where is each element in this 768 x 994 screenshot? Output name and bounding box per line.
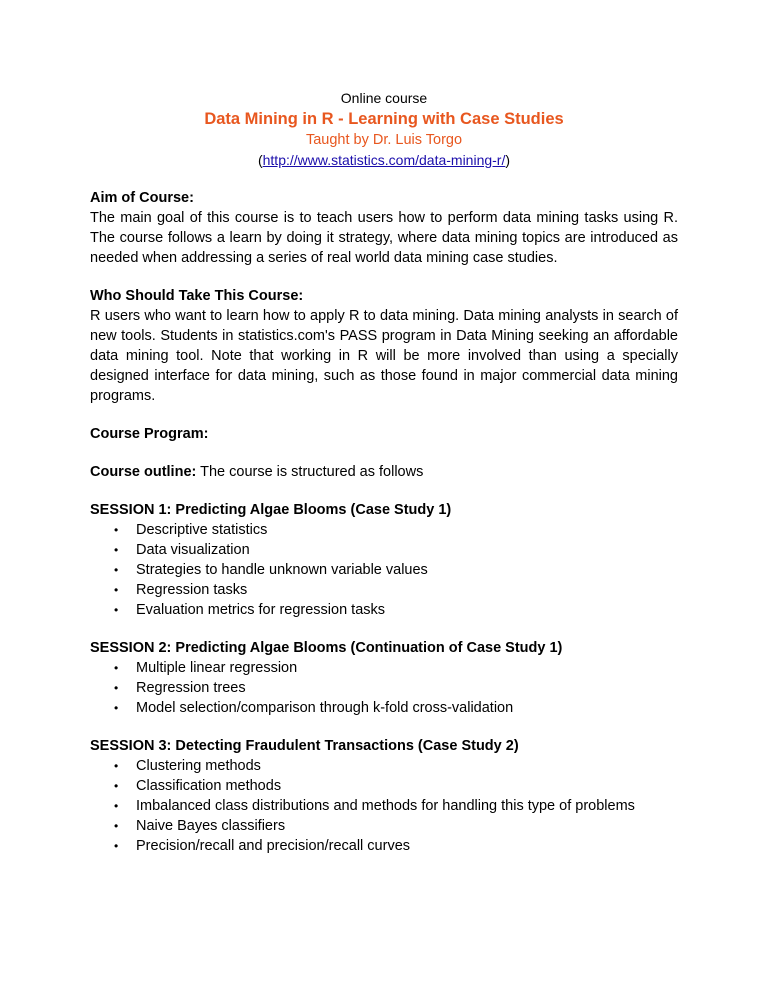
list-item-text: Imbalanced class distributions and methods for handling this type of problems: [136, 798, 635, 814]
course-url-line: [90, 150, 678, 170]
audience-text: R users who want to learn how to apply R to data mining. Data mining analysts in search of new tools. Students in statistics.com's PASS program in Data Mining seeking an affordable data mining tool. Note that working in R will be more involved than using a specially designed interface for data mining, such as those found in major commercial data mining programs.: [90, 308, 678, 404]
list-item: [114, 658, 678, 678]
session-3-topics: [90, 756, 678, 856]
list-item-text: Evaluation metrics for regression tasks: [136, 602, 386, 618]
bullet-icon: •: [114, 839, 119, 853]
bullet-icon: •: [114, 779, 119, 793]
list-item-text: Strategies to handle unknown variable values: [136, 562, 428, 578]
bullet-icon: •: [114, 543, 119, 557]
document-page: [90, 88, 678, 856]
spacer: [90, 482, 678, 500]
session-2-topics: [90, 658, 678, 718]
list-item: [114, 678, 678, 698]
url-open-paren: (: [257, 152, 263, 168]
list-item-text: Descriptive statistics: [136, 522, 268, 538]
instructor-line: Taught by Dr. Luis Torgo: [305, 132, 463, 148]
bullet-icon: •: [114, 759, 119, 773]
url-close-paren: ): [505, 152, 511, 168]
list-item: [114, 540, 678, 560]
list-item-text: Data visualization: [136, 542, 250, 558]
session-1-topics: [90, 520, 678, 620]
course-url-link[interactable]: http://www.statistics.com/data-mining-r/: [262, 152, 506, 168]
session-2-title: SESSION 2: Predicting Algae Blooms (Continuation of Case Study 1): [90, 640, 563, 656]
bullet-icon: •: [114, 819, 119, 833]
pre-title: Online course: [340, 90, 428, 106]
spacer: [90, 268, 678, 286]
list-item: [114, 836, 678, 856]
bullet-icon: •: [114, 603, 119, 617]
list-item-text: Clustering methods: [136, 758, 261, 774]
spacer: [90, 406, 678, 424]
list-item-text: Classification methods: [136, 778, 282, 794]
list-item: [114, 580, 678, 600]
bullet-icon: •: [114, 661, 119, 675]
aim-heading: Aim of Course:: [90, 190, 194, 206]
aim-text: The main goal of this course is to teach users how to perform data mining tasks using R. The course follows a learn by doing it strategy, where data mining topics are introduced as needed when addressing a series of real world data mining case studies.: [90, 210, 678, 266]
bullet-icon: •: [114, 799, 119, 813]
session-3-title: SESSION 3: Detecting Fraudulent Transactions (Case Study 2): [90, 738, 519, 754]
session-1-title: SESSION 1: Predicting Algae Blooms (Case Study 1): [90, 502, 452, 518]
bullet-icon: •: [114, 523, 119, 537]
course-title: Data Mining in R - Learning with Case Studies: [204, 110, 564, 128]
list-item-text: Model selection/comparison through k-fold cross-validation: [136, 700, 514, 716]
spacer: [90, 170, 678, 188]
list-item: [114, 816, 678, 836]
spacer: [90, 620, 678, 638]
bullet-icon: •: [114, 681, 119, 695]
spacer: [90, 718, 678, 736]
list-item-text: Multiple linear regression: [136, 660, 298, 676]
list-item: [114, 520, 678, 540]
outline-text: The course is structured as follows: [196, 464, 424, 480]
bullet-icon: •: [114, 583, 119, 597]
program-heading: Course Program:: [90, 426, 209, 442]
bullet-icon: •: [114, 563, 119, 577]
list-item: [114, 600, 678, 620]
list-item-text: Precision/recall and precision/recall curves: [136, 838, 411, 854]
list-item-text: Regression tasks: [136, 582, 248, 598]
list-item-text: Naive Bayes classifiers: [136, 818, 286, 834]
course-outline-line: [90, 462, 678, 482]
list-item-text: Regression trees: [136, 680, 246, 696]
list-item: [114, 698, 678, 718]
bullet-icon: •: [114, 701, 119, 715]
list-item: [114, 560, 678, 580]
outline-label: Course outline:: [90, 464, 197, 480]
audience-heading: Who Should Take This Course:: [90, 288, 304, 304]
spacer: [90, 444, 678, 462]
list-item: [114, 776, 678, 796]
list-item: [114, 756, 678, 776]
list-item: [114, 796, 678, 816]
